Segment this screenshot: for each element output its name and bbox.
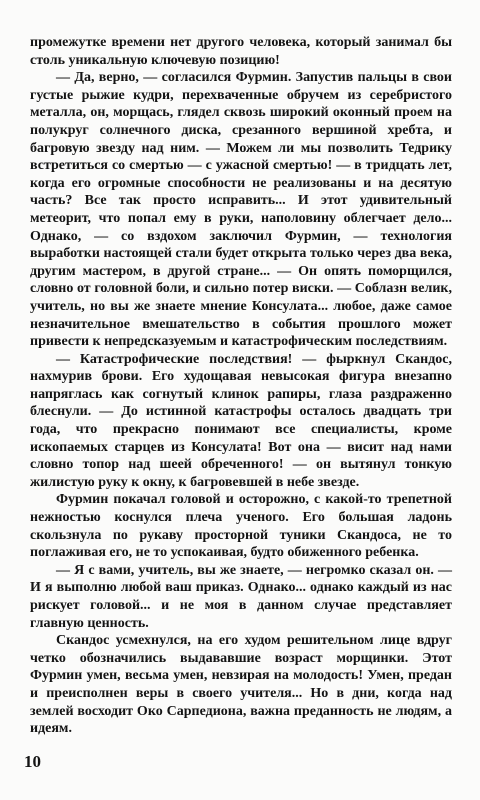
paragraph: — Катастрофические последствия! — фыркнул Скандос, нахмурив брови. Его худощавая невысокая фигура внезапно напряглась как согнутый клинок рапиры, глаза раздраженно блеснули. — До истинной катастрофы осталось двадцать три года, что прекрасно понимают все специалисты, кроме ископаемых старцев из Консулата! Вот она — висит над нами словно топор над шеей обреченного! — он вытянул тонкую жилистую руку к окну, к багровевшей в небе звезде. — [30, 351, 452, 490]
body-text — [30, 34, 452, 738]
paragraph: — Да, верно, — согласился Фурмин. Запустив пальцы в свои густые рыжие кудри, перехваченные обручем из серебристого металла, он, морщась, глядел сквозь широкий оконный проем на полукруг солнечного диска, срезанного вершиной хребта, и багровую звезду над ним. — Можем ли мы позволить Тедрику встретиться со смертью — с ужасной смертью! — в тридцать лет, когда его огромные способности не реализованы и на десятую часть? Все так просто исправить... И этот удивительный метеорит, что попал ему в руки, наполовину облегчает дело... Однако, — со вздохом заключил Фурмин, — технология выработки настоящей стали будет открыта только через два века, другим мастером, в другой стране... — Он опять поморщился, словно от головной боли, и сильно потер виски. — Соблазн велик, учитель, но вы же знаете мнение Консулата... любое, даже самое незначительное вмешательство в события прошлого может привести к непредсказуемым и катастрофическим последствиям. — [30, 70, 452, 350]
paragraph: Скандос усмехнулся, на его худом решительном лице вдруг четко обозначились выдававшие возраст морщинки. Этот Фурмин умен, весьма умен, невзирая на молодость! Умен, предан и преисполнен веры в своего учителя... Но в дни, когда над землей восходит Око Сарпедиона, важна преданность не людям, а идеям. — [30, 633, 452, 737]
paragraph: Фурмин покачал головой и осторожно, с какой-то трепетной нежностью коснулся плеча ученого. Его большая ладонь скользнула по рукаву просторной туники Скандоса, не то поглаживая его, не то успокаивая, будто обиженного ребенка. — [30, 492, 452, 561]
paragraph: промежутке времени нет другого человека, который занимал бы столь уникальную ключевую позицию! — [30, 35, 452, 68]
paragraph: — Я с вами, учитель, вы же знаете, — негромко сказал он. — И я выполню любой ваш приказ. Однако... однако каждый из нас рискует головой... и не моя в данном случае представляет главную ценность. — [30, 562, 452, 631]
page-number: 10 — [24, 752, 41, 771]
